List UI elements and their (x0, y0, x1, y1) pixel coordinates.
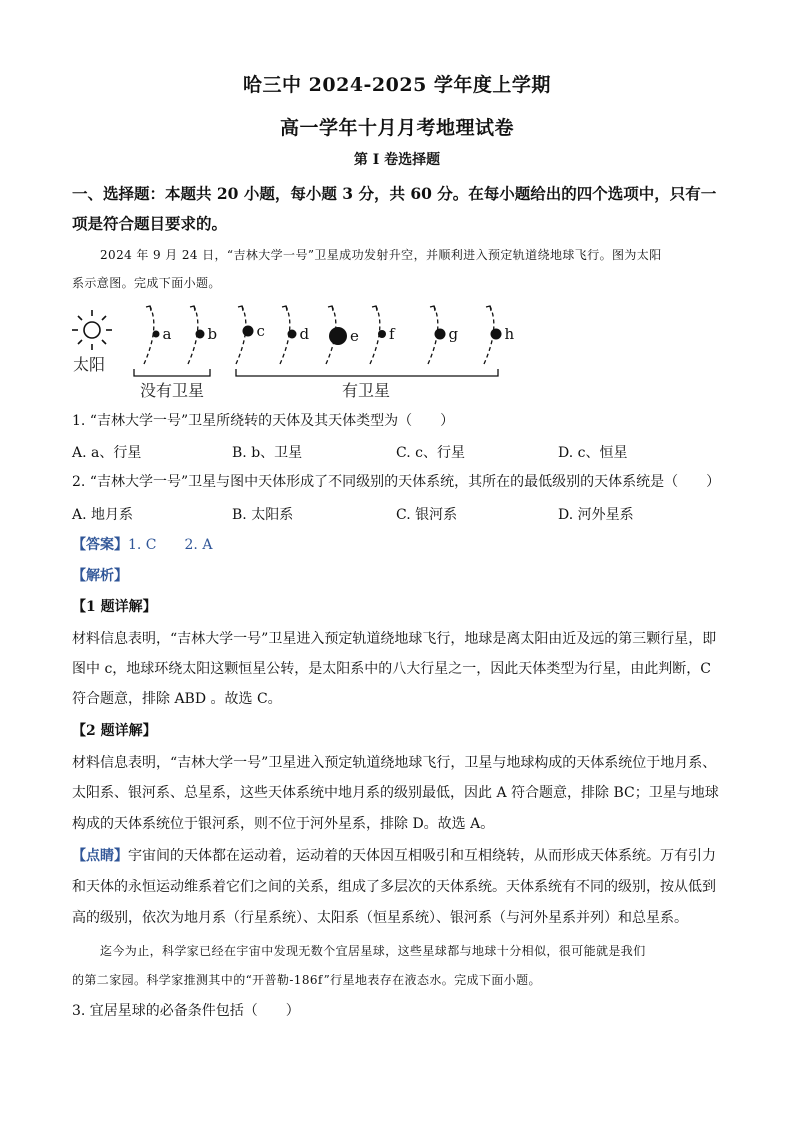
tip-line-1 (72, 846, 722, 866)
sun-label: 太阳 (73, 355, 106, 374)
question-1-option-d[interactable]: D. c、恒星 (558, 445, 628, 461)
planet-a (153, 331, 160, 338)
instruction-line-1: 一、选择题：本题共 20 小题，每小题 3 分，共 60 分。在每小题给出的四个选项中，只有一 (72, 184, 717, 203)
planet-g (435, 329, 446, 340)
question-1-option-a[interactable]: A. a、行星 (72, 445, 142, 461)
orbit-arc-a (144, 306, 154, 364)
planet-label-h: h (504, 325, 515, 343)
detail-2-label: 【2 题详解】 (72, 723, 157, 739)
question-1-stem: 1. “吉林大学一号”卫星所绕转的天体及其天体类型为（ ） (72, 413, 455, 429)
planet-f (378, 330, 386, 338)
planet-group (153, 322, 515, 345)
answer-label: 【答案】 (72, 537, 128, 553)
answer-text: 1. C 2. A (128, 537, 213, 553)
planet-label-c: c (256, 322, 265, 340)
sun-icon (72, 310, 112, 350)
question-2-stem: 2. “吉林大学一号”卫星与图中天体形成了不同级别的天体系统，其所在的最低级别的天体系统是（ ） (72, 474, 721, 490)
orbit-arrow-e (328, 306, 333, 311)
question-2-option-c[interactable]: C. 银河系 (396, 507, 458, 523)
planet-label-d: d (299, 325, 310, 343)
orbit-arrow-h (486, 306, 491, 311)
material-1-line-2: 系示意图。完成下面小题。 (72, 276, 221, 290)
tip-line-3: 高的级别，依次为地月系（行星系统）、太阳系（恒星系统）、银河系（与河外星系并列）和总星系。 (72, 910, 688, 926)
orbit-arrow-a (146, 306, 151, 311)
detail-1-line-1: 材料信息表明，“吉林大学一号”卫星进入预定轨道绕地球飞行，地球是离太阳由近及远的第三颗行星，即 (72, 631, 717, 647)
detail-1-label: 【1 题详解】 (72, 599, 157, 615)
planet-d (288, 330, 297, 339)
detail-2-line-3: 构成的天体系统位于银河系，则不位于河外星系，排除 D。故选 A。 (72, 816, 495, 832)
planet-h (491, 329, 502, 340)
question-1-option-c[interactable]: C. c、行星 (396, 445, 465, 461)
label-no-satellite: 没有卫星 (139, 381, 205, 400)
orbit-arrow-d (282, 306, 287, 311)
planet-label-f: f (389, 325, 395, 343)
instruction-line-2: 项是符合题目要求的。 (72, 214, 228, 233)
orbit-arrow-f (372, 306, 377, 311)
question-3-stem: 3. 宜居星球的必备条件包括（ ） (72, 1003, 300, 1019)
orbit-arrow-c (238, 306, 243, 311)
material-1-line-1: 2024 年 9 月 24 日，“吉林大学一号”卫星成功发射升空，并顺利进入预定轨道绕地球飞行。图为太阳 (100, 248, 662, 262)
detail-1-line-2: 图中 c，地球环绕太阳这颗恒星公转，是太阳系中的八大行星之一，因此天体类型为行星，由此判断，C (72, 661, 712, 677)
section-title: 第 I 卷选择题 (353, 152, 441, 168)
label-with-satellite: 有卫星 (341, 381, 391, 400)
analysis-label: 【解析】 (72, 568, 128, 584)
tip-text-1: 宇宙间的天体都在运动着，运动着的天体因互相吸引和互相绕转，从而形成天体系统。万有引力 (128, 848, 716, 864)
question-1-option-b[interactable]: B. b、卫星 (232, 445, 303, 461)
material-2-line-2: 的第二家园。科学家推测其中的“开普勒-186f”行星地表存在液态水。完成下面小题。 (72, 973, 541, 987)
exam-title: 哈三中 2024-2025 学年度上学期 (243, 74, 551, 96)
tip-line-2: 和天体的永恒运动维系着它们之间的关系，组成了多层次的天体系统。天体系统有不同的级别，按从低到 (72, 879, 716, 895)
exam-subtitle: 高一学年十月月考地理试卷 (279, 117, 514, 139)
material-2-line-1: 迄今为止，科学家已经在宇宙中发现无数个宜居星球，这些星球都与地球十分相似，很可能就是我们 (100, 944, 646, 958)
question-2-option-d[interactable]: D. 河外星系 (558, 507, 634, 523)
planet-label-b: b (207, 325, 218, 343)
planet-label-a: a (162, 325, 172, 343)
planet-b (196, 330, 205, 339)
planet-e (329, 327, 347, 345)
tip-label: 【点睛】 (72, 848, 128, 864)
group-brackets (134, 369, 498, 376)
orbit-arrow-g (430, 306, 435, 311)
detail-2-line-2: 太阳系、银河系、总星系，这些天体系统中地月系的级别最低，因此 A 符合题意，排除 BC；卫星与地球 (72, 785, 719, 801)
orbit-arrow-b (190, 306, 195, 311)
planet-label-e: e (350, 327, 359, 345)
detail-1-line-3: 符合题意，排除 ABD 。故选 C。 (72, 691, 282, 707)
planet-c (243, 326, 254, 337)
solar-system-figure (68, 302, 528, 404)
answer-line (72, 535, 722, 555)
question-2-option-a[interactable]: A. 地月系 (72, 507, 134, 523)
planet-label-g: g (448, 325, 459, 343)
detail-2-line-1: 材料信息表明，“吉林大学一号”卫星进入预定轨道绕地球飞行，卫星与地球构成的天体系统位于地月系、 (72, 755, 717, 771)
question-2-option-b[interactable]: B. 太阳系 (232, 507, 294, 523)
